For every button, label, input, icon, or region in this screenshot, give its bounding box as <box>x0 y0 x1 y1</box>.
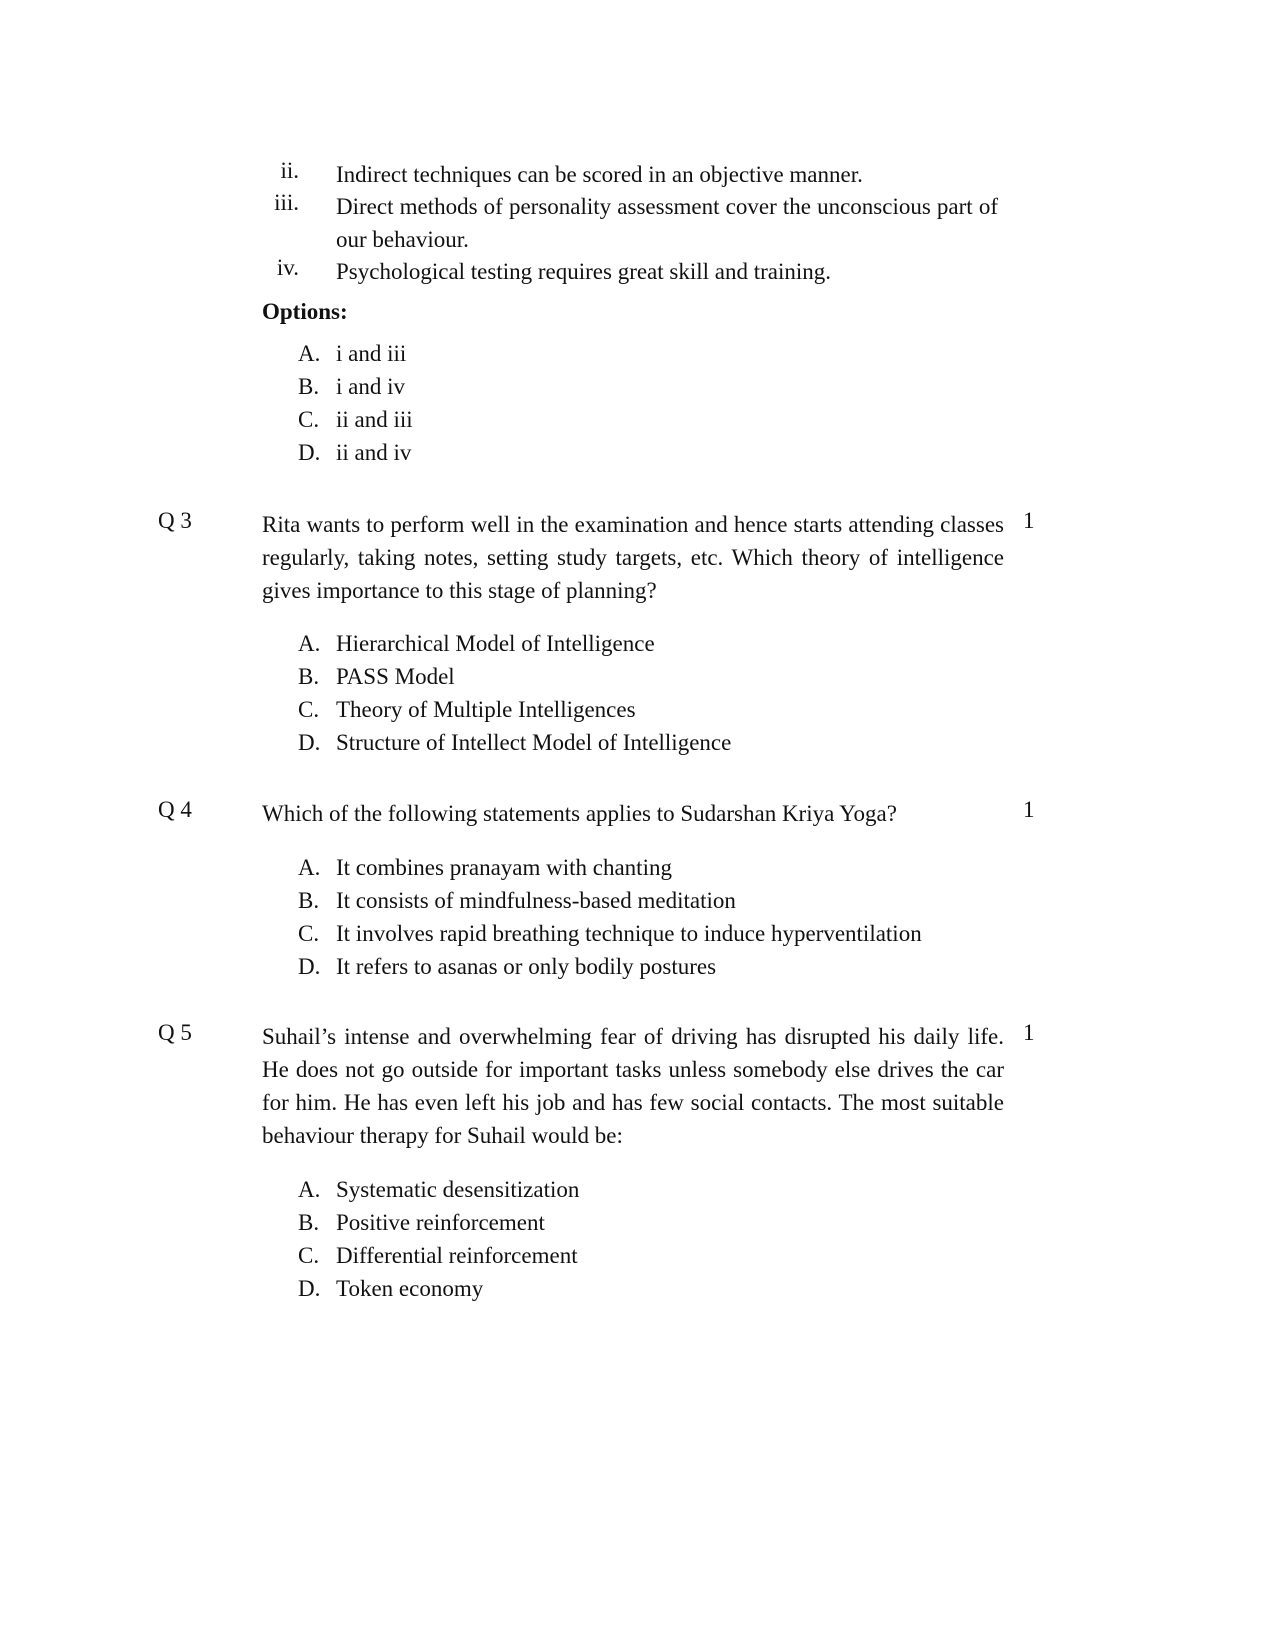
option-text: Differential reinforcement <box>336 1243 578 1268</box>
option-text: It involves rapid breathing technique to induce hyperventilation <box>336 921 922 946</box>
option-letter: D. <box>298 730 321 755</box>
option-text: Theory of Multiple Intelligences <box>336 697 636 722</box>
option-letter: A. <box>298 855 321 880</box>
q3-option-c[interactable] <box>298 697 636 723</box>
option-text: It refers to asanas or only bodily postures <box>336 954 717 979</box>
option-text: Structure of Intellect Model of Intelligence <box>336 730 732 755</box>
statement-number: ii. <box>280 158 299 183</box>
marks-q4: 1 <box>1023 797 1035 822</box>
statement-number: iv. <box>276 255 299 280</box>
option-letter: B. <box>298 888 320 913</box>
q5-option-a[interactable] <box>298 1177 579 1203</box>
option-letter: B. <box>298 374 320 399</box>
option-text: i and iii <box>336 341 407 366</box>
q4-option-a[interactable] <box>298 855 672 881</box>
option-text: ii and iv <box>336 440 412 465</box>
option-letter: D. <box>298 1276 321 1301</box>
option-letter: D. <box>298 440 321 465</box>
statement-text: Indirect techniques can be scored in an objective manner. <box>336 162 863 187</box>
option-text: Positive reinforcement <box>336 1210 545 1235</box>
option-letter: C. <box>298 697 320 722</box>
option-letter: C. <box>298 921 320 946</box>
q2-option-d[interactable] <box>298 440 411 466</box>
option-letter: C. <box>298 407 320 432</box>
question-text-q5: Suhail’s intense and overwhelming fear of driving has disrupted his daily life. He does not go outside for important tasks unless somebody else drives the car for him. He has even left his job and has few social contacts. The most suitable behaviour therapy for Suhail would be: <box>262 1024 1004 1148</box>
q4-option-d[interactable] <box>298 954 716 980</box>
marks-q3: 1 <box>1023 508 1035 533</box>
option-letter: C. <box>298 1243 320 1268</box>
options-heading: Options: <box>262 299 348 324</box>
question-number-q4: Q 4 <box>158 797 192 822</box>
q2-option-a[interactable] <box>298 341 406 367</box>
q3-option-b[interactable] <box>298 664 455 690</box>
option-text: Hierarchical Model of Intelligence <box>336 631 655 656</box>
option-text: i and iv <box>336 374 405 399</box>
option-text: Token economy <box>336 1276 484 1301</box>
option-text: It combines pranayam with chanting <box>336 855 672 880</box>
q3-option-a[interactable] <box>298 631 655 657</box>
q5-option-b[interactable] <box>298 1210 545 1236</box>
marks-q5: 1 <box>1023 1020 1035 1045</box>
option-text: Systematic desensitization <box>336 1177 580 1202</box>
option-letter: A. <box>298 341 321 366</box>
q2-option-b[interactable] <box>298 374 405 400</box>
q4-option-b[interactable] <box>298 888 736 914</box>
q2-option-c[interactable] <box>298 407 413 433</box>
question-number-q5: Q 5 <box>158 1020 192 1045</box>
q3-option-d[interactable] <box>298 730 731 756</box>
question-text-q3: Rita wants to perform well in the examination and hence starts attending classes regularly, taking notes, setting study targets, etc. Which theory of intelligence gives importance to this stage of planning? <box>262 512 1004 603</box>
question-number-q3: Q 3 <box>158 508 192 533</box>
option-text: PASS Model <box>336 664 455 689</box>
statement-text: Direct methods of personality assessment cover the unconscious part of our behaviour. <box>336 194 998 252</box>
option-letter: A. <box>298 1177 321 1202</box>
option-letter: B. <box>298 1210 320 1235</box>
option-letter: D. <box>298 954 321 979</box>
option-text: It consists of mindfulness-based meditation <box>336 888 736 913</box>
option-letter: A. <box>298 631 321 656</box>
q4-option-c[interactable] <box>298 921 922 947</box>
question-text-q4: Which of the following statements applies to Sudarshan Kriya Yoga? <box>262 801 897 826</box>
statement-text: Psychological testing requires great skill and training. <box>336 259 832 284</box>
option-letter: B. <box>298 664 320 689</box>
q5-option-c[interactable] <box>298 1243 578 1269</box>
statement-number: iii. <box>274 190 299 215</box>
q5-option-d[interactable] <box>298 1276 483 1302</box>
option-text: ii and iii <box>336 407 413 432</box>
